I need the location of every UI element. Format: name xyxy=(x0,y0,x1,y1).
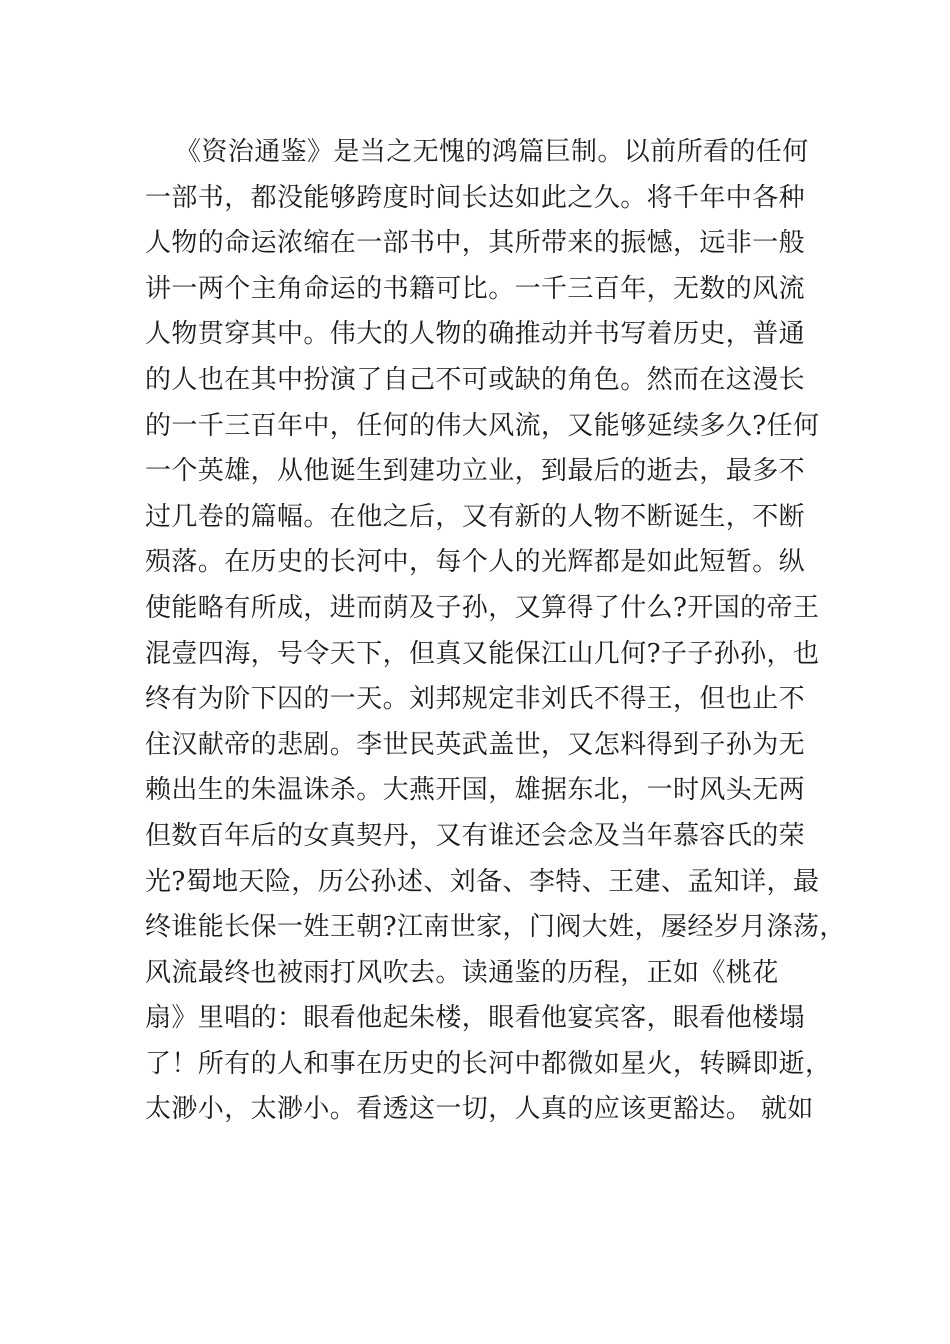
text-line-22: 太渺小，太渺小。看透这一切，人真的应该更豁达。 就如 xyxy=(145,1094,814,1125)
text-line-7: 的一千三百年中，任何的伟大风流，又能够延续多久?任何 xyxy=(145,410,820,441)
text-line-2: 一部书，都没能够跨度时间长达如此之久。将千年中各种 xyxy=(145,182,806,213)
text-line-16: 但数百年后的女真契丹，又有谁还会念及当年慕容氏的荣 xyxy=(145,820,806,851)
text-line-11: 使能略有所成，进而荫及子孙，又算得了什么?开国的帝王 xyxy=(145,592,820,623)
text-line-15: 赖出生的朱温诛杀。大燕开国，雄据东北，一时风头无两 xyxy=(145,775,806,806)
text-line-13: 终有为阶下囚的一天。刘邦规定非刘氏不得王，但也止不 xyxy=(145,684,806,715)
text-line-18: 终谁能长保一姓王朝?江南世家，门阀大姓，屡经岁月涤荡， xyxy=(145,912,846,943)
text-line-10: 殒落。在历史的长河中，每个人的光辉都是如此短暂。纵 xyxy=(145,547,806,578)
text-line-19: 风流最终也被雨打风吹去。读通鉴的历程，正如《桃花 xyxy=(145,957,779,988)
text-line-20: 扇》里唱的：眼看他起朱楼，眼看他宴宾客，眼看他楼塌 xyxy=(145,1003,806,1034)
body-paragraph xyxy=(145,130,846,1133)
text-line-9: 过几卷的篇幅。在他之后，又有新的人物不断诞生，不断 xyxy=(145,501,806,532)
text-line-14: 住汉献帝的悲剧。李世民英武盖世，又怎料得到子孙为无 xyxy=(145,729,806,760)
text-line-1: 《资治通鉴》是当之无愧的鸿篇巨制。以前所看的任何 xyxy=(175,137,809,167)
text-line-8: 一个英雄，从他诞生到建功立业，到最后的逝去，最多不 xyxy=(145,456,806,487)
text-line-6: 的人也在其中扮演了自己不可或缺的角色。然而在这漫长 xyxy=(145,364,806,395)
text-line-12: 混壹四海，号令天下，但真又能保江山几何?子子孙孙，也 xyxy=(145,638,820,669)
text-line-3: 人物的命运浓缩在一部书中，其所带来的振憾，远非一般 xyxy=(145,228,806,259)
text-line-4: 讲一两个主角命运的书籍可比。一千三百年，无数的风流 xyxy=(145,273,806,304)
text-line-17: 光?蜀地天险，历公孙述、刘备、李特、王建、孟知详，最 xyxy=(145,866,820,897)
text-line-5: 人物贯穿其中。伟大的人物的确推动并书写着历史，普通 xyxy=(145,319,806,350)
text-line-21: 了！所有的人和事在历史的长河中都微如星火，转瞬即逝， xyxy=(145,1048,832,1079)
